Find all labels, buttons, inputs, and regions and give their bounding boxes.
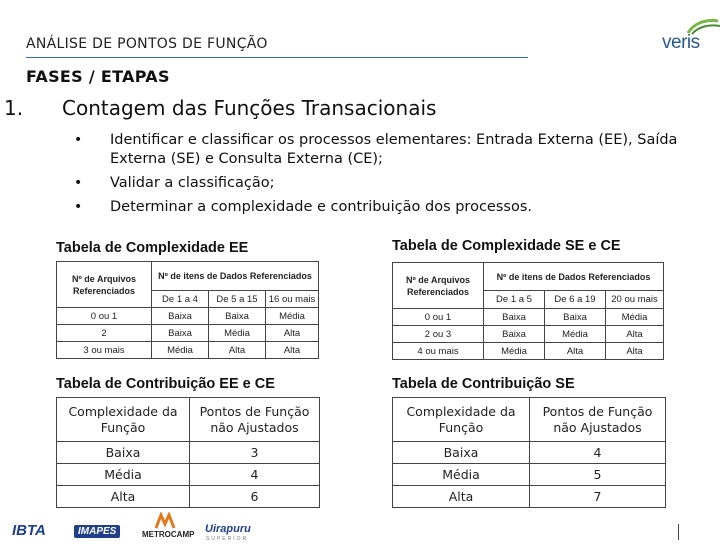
column-header: Complexidade da Função <box>393 398 530 442</box>
footer-logos <box>0 508 728 546</box>
table-row: Baixa 3 <box>57 442 320 464</box>
column-header: De 5 a 15 <box>209 291 266 308</box>
veris-logo <box>660 19 722 57</box>
contribuicao-ee-ce-table <box>56 397 320 508</box>
table-row: Média 5 <box>393 464 666 486</box>
column-header: De 1 a 4 <box>152 291 209 308</box>
bullet-dot-icon: • <box>74 199 83 215</box>
table-title-contribuicao-ee-ce: Tabela de Contribuição EE e CE <box>56 376 275 392</box>
column-header: 20 ou mais <box>606 291 664 309</box>
complexidade-se-ce-table <box>392 262 664 360</box>
imapes-logo: IMAPES <box>74 525 120 538</box>
ibta-logo: IBTA <box>12 522 46 539</box>
table-title-contribuicao-se: Tabela de Contribuição SE <box>392 376 575 392</box>
column-header: De 1 a 5 <box>484 291 545 309</box>
heading-number: 1. <box>4 96 24 120</box>
table-row: 4 ou mais Média Alta Alta <box>393 343 664 360</box>
table-row: 0 ou 1 Baixa Baixa Média <box>393 309 664 326</box>
header-divider <box>26 57 528 58</box>
column-header: Pontos de Função não Ajustados <box>530 398 666 442</box>
uirapuru-subtitle: SUPERIOR <box>206 536 249 542</box>
column-header: 16 ou mais <box>266 291 319 308</box>
bullet-dot-icon: • <box>74 175 83 191</box>
uirapuru-logo: Uirapuru <box>205 523 251 535</box>
bullet-dot-icon: • <box>74 132 83 148</box>
complexidade-ee-table <box>56 261 319 359</box>
table-row: 2 ou 3 Baixa Média Alta <box>393 326 664 343</box>
bullet-item: • Validar a classificação; <box>74 175 275 191</box>
table-row: 3 ou mais Média Alta Alta <box>57 342 319 359</box>
veris-logo-text: veris <box>662 32 700 53</box>
section-heading <box>4 96 436 120</box>
bullet-item: • Determinar a complexidade e contribuição dos processos. <box>74 199 532 215</box>
heading-text: Contagem das Funções Transacionais <box>62 96 437 120</box>
slide-header-title: ANÁLISE DE PONTOS DE FUNÇÃO <box>26 36 268 52</box>
contribuicao-se-table <box>392 397 666 508</box>
table-row: Média 4 <box>57 464 320 486</box>
slide-subtitle: FASES / ETAPAS <box>26 67 170 86</box>
page-marker <box>678 524 679 540</box>
table-row: Alta 7 <box>393 486 666 508</box>
table-row: 2 Baixa Média Alta <box>57 325 319 342</box>
table-title-complexidade-se-ce: Tabela de Complexidade SE e CE <box>392 238 621 254</box>
col-group-header: Nº de itens de Dados Referenciados <box>152 262 319 291</box>
col-group-header: Nº de itens de Dados Referenciados <box>484 263 664 291</box>
row-header: Nº de Arquivos Referenciados <box>393 263 484 309</box>
table-row: 0 ou 1 Baixa Baixa Média <box>57 308 319 325</box>
column-header: Complexidade da Função <box>57 398 190 442</box>
table-row: Alta 6 <box>57 486 320 508</box>
table-row: Baixa 4 <box>393 442 666 464</box>
column-header: De 6 a 19 <box>545 291 606 309</box>
bullet-list <box>68 131 708 222</box>
metrocamp-mark-icon <box>154 512 176 530</box>
table-title-complexidade-ee: Tabela de Complexidade EE <box>56 240 249 256</box>
column-header: Pontos de Função não Ajustados <box>190 398 320 442</box>
metrocamp-logo: METROCAMP <box>142 530 195 539</box>
row-header: Nº de Arquivos Referenciados <box>57 262 152 308</box>
bullet-item: • Identificar e classificar os processos elementares: Entrada Externa (EE), Saída Externa (SE) e Consulta Externa (CE); <box>74 132 678 167</box>
